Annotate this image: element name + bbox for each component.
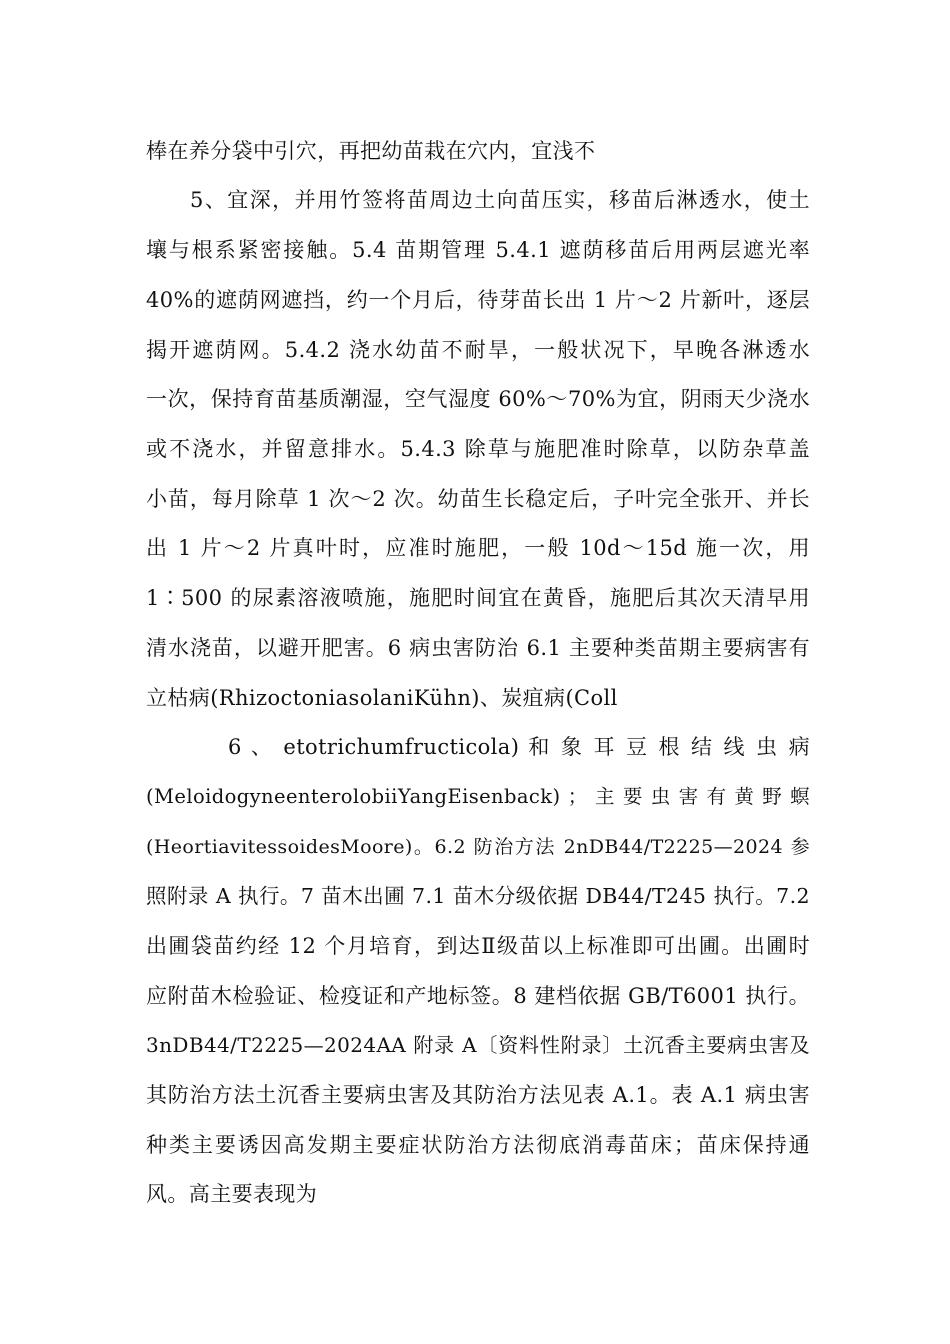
text-line-14: (MeloidogyneenterolobiiYangEisenback) ； 主 要 虫 害 有 黄 野 螟 xyxy=(146,785,810,808)
text-line-6: 一次，保持育苗基质潮湿，空气湿度 60%～70%为宜，阴雨天少浇水 xyxy=(146,387,810,411)
text-line-5: 揭开遮荫网。5.4.2 浇水幼苗不耐旱，一般状况下，早晚各淋透水 xyxy=(146,338,810,362)
text-line-4: 40%的遮荫网遮挡，约一个月后，待芽苗长出 1 片～2 片新叶，逐层 xyxy=(146,288,810,312)
text-line-9: 出 1 片～2 片真叶时，应准时施肥，一般 10d～15d 施一次，用 xyxy=(146,536,810,560)
text-line-2: 5、宜深，并用竹签将苗周边土向苗压实，移苗后淋透水，使土 xyxy=(190,188,810,212)
text-line-15: (HeortiavitessoidesMoore)。6.2 防治方法 2nDB44/T2225—2024 参 xyxy=(146,836,810,858)
text-line-17: 出圃袋苗约经 12 个月培育，到达Ⅱ级苗以上标准即可出圃。出圃时 xyxy=(146,934,810,958)
text-line-3: 壤与根系紧密接触。5.4 苗期管理 5.4.1 遮荫移苗后用两层遮光率 xyxy=(146,238,810,262)
text-line-19: 3nDB44/T2225—2024AA 附录 A〔资料性附录〕土沉香主要病虫害及 xyxy=(146,1033,810,1057)
text-line-16: 照附录 A 执行。7 苗木出圃 7.1 苗木分级依据 DB44/T245 执行。7.2 xyxy=(146,884,810,908)
text-line-12: 立枯病(RhizoctoniasolaniKühn)、炭疽病(Coll xyxy=(146,686,618,710)
text-line-20: 其防治方法土沉香主要病虫害及其防治方法见表 A.1。表 A.1 病虫害 xyxy=(146,1083,810,1107)
text-line-22: 风。高主要表现为 xyxy=(146,1182,318,1206)
text-line-8: 小苗，每月除草 1 次～2 次。幼苗生长稳定后，子叶完全张开、并长 xyxy=(146,487,810,511)
text-line-18: 应附苗木检验证、检疫证和产地标签。8 建档依据 GB/T6001 执行。 xyxy=(146,984,810,1008)
text-line-11: 清水浇苗，以避开肥害。6 病虫害防治 6.1 主要种类苗期主要病害有 xyxy=(146,636,810,660)
text-line-21: 种类主要诱因高发期主要症状防治方法彻底消毒苗床；苗床保持通 xyxy=(146,1133,810,1157)
text-line-10: 1∶500 的尿素溶液喷施，施肥时间宜在黄昏，施肥后其次天清早用 xyxy=(146,586,810,610)
text-line-1: 棒在养分袋中引穴，再把幼苗栽在穴内，宜浅不 xyxy=(146,139,596,163)
text-line-7: 或不浇水，并留意排水。5.4.3 除草与施肥准时除草，以防杂草盖 xyxy=(146,437,810,461)
text-line-13: 6 、 etotrichumfructicola) 和 象 耳 豆 根 结 线 虫 病 xyxy=(228,735,810,759)
